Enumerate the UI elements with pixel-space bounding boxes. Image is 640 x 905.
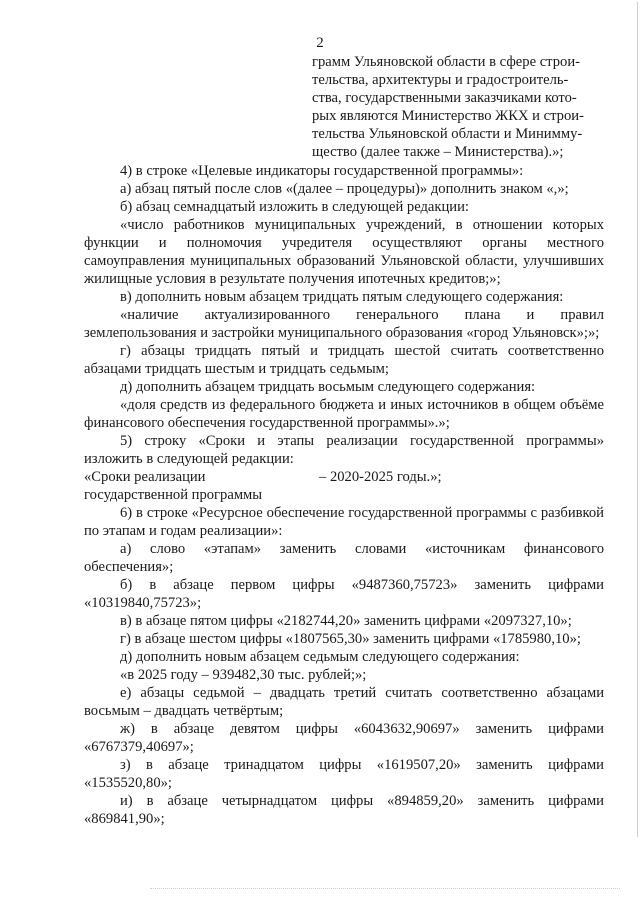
paragraph: д) дополнить новым абзацем седьмым следующего содержания: <box>120 649 520 665</box>
paragraph: «в 2025 году – 939482,30 тыс. рублей;»; <box>120 667 367 683</box>
continuation-block <box>312 53 604 161</box>
terms-value: – 2020-2025 годы.»; <box>319 469 442 485</box>
terms-row <box>84 468 604 504</box>
continuation-line: грамм Ульяновской области в сфере строи- <box>312 54 580 70</box>
paragraph: «наличие актуализированного генерального плана и правил землепользования и застройки муниципального образования «город Ульяновск»;»; <box>84 307 604 341</box>
paragraph: в) дополнить новым абзацем тридцать пятым следующего содержания: <box>120 289 564 305</box>
paragraph: е) абзацы седьмой – двадцать третий считать соответственно абзацами восьмым – двадцать четвёртым; <box>84 685 604 719</box>
paragraph: 6) в строке «Ресурсное обеспечение государственной программы с разбивкой по этапам и годам реализации»: <box>84 505 604 539</box>
paragraph: г) в абзаце шестом цифры «1807565,30» заменить цифрами «1785980,10»; <box>120 631 581 647</box>
continuation-line: щество (далее также – Министерства).»; <box>312 144 564 160</box>
continuation-line: тельства Ульяновской области и Минимму- <box>312 126 583 142</box>
paragraph: «доля средств из федерального бюджета и иных источников в общем объёме финансового обеспечения государственной программы».»; <box>84 397 604 431</box>
document-body <box>84 162 604 828</box>
paragraph: а) абзац пятый после слов «(далее – процедуры)» дополнить знаком «,»; <box>120 181 569 197</box>
paragraph: б) в абзаце первом цифры «9487360,75723» заменить цифрами «10319840,75723»; <box>84 577 604 611</box>
continuation-line: ства, государственными заказчиками кото- <box>312 90 577 106</box>
paragraph: в) в абзаце пятом цифры «2182744,20» заменить цифрами «2097327,10»; <box>120 613 572 629</box>
paragraph: и) в абзаце четырнадцатом цифры «894859,20» заменить цифрами «869841,90»; <box>84 793 604 827</box>
paragraph: б) абзац семнадцатый изложить в следующей редакции: <box>120 199 469 215</box>
paragraph: «число работников муниципальных учреждений, в отношении которых функции и полномочия учредителя осуществляют органы местного самоуправления муниципальных образований Ульяновской области, улучшивших жилищные условия в результате получения ипотечных кредитов;»; <box>84 217 604 287</box>
paragraph: з) в абзаце тринадцатом цифры «1619507,20» заменить цифрами «1535520,80»; <box>84 757 604 791</box>
paragraph: а) слово «этапам» заменить словами «источникам финансового обеспечения»; <box>84 541 604 575</box>
continuation-line: рых являются Министерство ЖКХ и строи- <box>312 108 584 124</box>
scan-edge-line <box>631 2 638 837</box>
page-number: 2 <box>316 35 324 51</box>
paragraph: ж) в абзаце девятом цифры «6043632,90697» заменить цифрами «6767379,40697»; <box>84 721 604 755</box>
paragraph: 4) в строке «Целевые индикаторы государственной программы»: <box>120 163 524 179</box>
paragraph: 5) строку «Сроки и этапы реализации государственной программы» изложить в следующей редакции: <box>84 433 604 467</box>
scan-artifact-line <box>150 888 620 889</box>
paragraph: г) абзацы тридцать пятый и тридцать шестой считать соответственно абзацами тридцать шестым и тридцать седьмым; <box>84 343 604 377</box>
terms-label: «Сроки реализации государственной программы <box>84 469 263 503</box>
paragraph: д) дополнить абзацем тридцать восьмым следующего содержания: <box>120 379 536 395</box>
continuation-line: тельства, архитектуры и градостроитель- <box>312 72 569 88</box>
